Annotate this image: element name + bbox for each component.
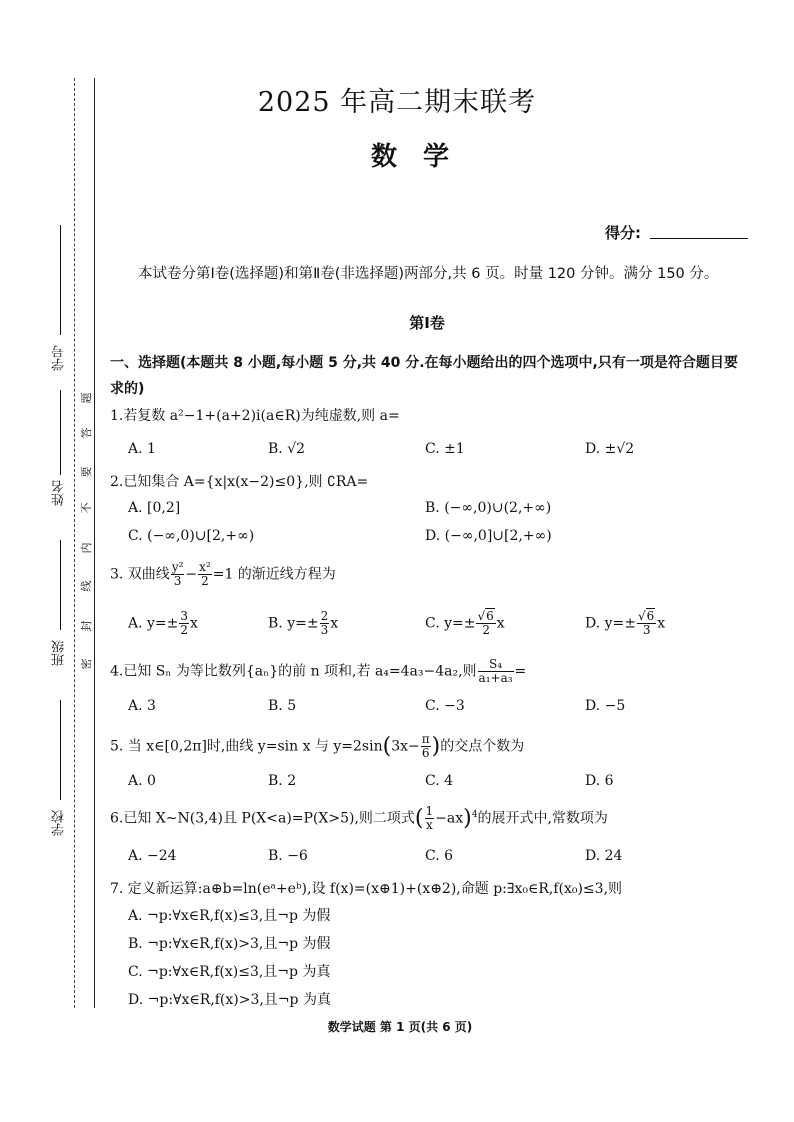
- q5-option-d: D. 6: [585, 773, 614, 789]
- q3-fraction-x: $\frac{\text{x²}}{2}$: [199, 560, 211, 588]
- label-school: 学校: [52, 810, 67, 836]
- q7-option-d: D. ¬p:∀x∈R,f(x)>3,且¬p 为真: [128, 992, 331, 1008]
- q4-option-c: C. −3: [425, 698, 465, 714]
- seal-char: 内: [80, 542, 93, 554]
- section-heading: 一、选择题(本题共 8 小题,每小题 5 分,共 40 分.在每小题给出的四个选项中,只有一项是符合题目要求的): [110, 355, 738, 397]
- score-label: 得分:: [605, 224, 641, 242]
- q1-option-a: A. 1: [128, 441, 156, 457]
- q2-option-b: B. (−∞,0)∪(2,+∞): [425, 500, 552, 516]
- q3-option-d: D. y=± $\frac{√6}{3}$ x: [585, 609, 666, 637]
- q5-option-a: A. 0: [128, 773, 156, 789]
- seal-char: 要: [80, 466, 93, 478]
- q2-option-d: D. (−∞,0]∪[2,+∞): [425, 528, 552, 544]
- q3-option-b: B. y=± $\frac{2}{3}$ x: [268, 609, 339, 637]
- question-5-stem: 5. 当 x∈[0,2π]时,曲线 y=sin x 与 y=2sin(3x− $\frac{\pi}{6}$ )的交点个数为: [110, 732, 525, 760]
- q4-option-b: B. 5: [268, 698, 297, 714]
- question-6-stem: 6.已知 X∼N(3,4)且 P(X<a)=P(X>5),则二项式( $\frac{1}{x}$ −ax)$^4$的展开式中,常数项为: [110, 804, 608, 832]
- class-blank: [60, 540, 62, 630]
- q7-option-a: A. ¬p:∀x∈R,f(x)≤3,且¬p 为假: [128, 908, 331, 924]
- question-7-stem: 7. 定义新运算:a⊕b=ln(eᵃ+eᵇ),设 f(x)=(x⊕1)+(x⊕2),命题 p:∃x₀∈R,f(x₀)≤3,则: [110, 881, 623, 897]
- q3-option-c: C. y=± $\frac{√6}{2}$ x: [425, 609, 505, 637]
- label-student-id: 学号: [52, 345, 67, 371]
- exam-intro: 本试卷分第Ⅰ卷(选择题)和第Ⅱ卷(非选择题)两部分,共 6 页。时量 120 分钟。满分 150 分。: [138, 266, 719, 282]
- seal-char: 答: [80, 427, 93, 439]
- q4-option-a: A. 3: [128, 698, 156, 714]
- q3-fraction-y: $\frac{\text{y²}}{3}$: [171, 560, 184, 588]
- q6-option-a: A. −24: [128, 848, 177, 864]
- q1-option-d: D. ±√2: [585, 441, 635, 457]
- q5-option-b: B. 2: [268, 773, 297, 789]
- label-class: 班级: [52, 640, 67, 666]
- label-name: 姓名: [52, 480, 67, 506]
- score-blank: [650, 238, 748, 239]
- q7-option-c: C. ¬p:∀x∈R,f(x)≤3,且¬p 为真: [128, 964, 331, 980]
- question-2-stem: 2.已知集合 A={x|x(x−2)≤0},则 ∁RA=: [110, 474, 369, 490]
- q7-option-b: B. ¬p:∀x∈R,f(x)>3,且¬p 为假: [128, 936, 331, 952]
- q5-option-c: C. 4: [425, 773, 454, 789]
- question-3-stem: 3. 双曲线 $\frac{\text{y²}}{3}$ − $\frac{\text{x²}}{2}$ =1 的渐近线方程为: [110, 560, 336, 588]
- subject-title: 数学: [370, 142, 475, 172]
- q3-stem-end: =1 的渐近线方程为: [212, 566, 336, 583]
- q2-option-c: C. (−∞,0)∪[2,+∞): [128, 528, 255, 544]
- q3-stem-start: 3. 双曲线: [110, 566, 170, 583]
- binding-line: [94, 78, 95, 1008]
- q1-option-c: C. ±1: [425, 441, 465, 457]
- seal-char: 密: [80, 658, 93, 670]
- name-blank: [60, 390, 62, 475]
- q2-option-a: A. [0,2]: [128, 500, 181, 516]
- question-4-stem: 4.已知 Sₙ 为等比数列{aₙ}的前 n 项和,若 a₄=4a₃−4a₂,则 $\frac{\text{S₄}}{\text{a₁+a₃}}$ =: [110, 657, 527, 685]
- q3-option-a: A. y=± $\frac{3}{2}$ x: [128, 609, 198, 637]
- page-footer: 数学试题 第 1 页(共 6 页): [327, 1020, 473, 1034]
- q6-option-c: C. 6: [425, 848, 454, 864]
- q4-option-d: D. −5: [585, 698, 626, 714]
- q1-option-b: B. √2: [268, 441, 306, 457]
- seal-char: 线: [80, 580, 93, 592]
- volume-title: 第Ⅰ卷: [409, 314, 445, 332]
- fold-line: [74, 78, 75, 1008]
- q6-option-b: B. −6: [268, 848, 308, 864]
- exam-title: 2025 年高二期末联考: [257, 87, 537, 118]
- seal-char: 题: [80, 392, 93, 404]
- school-blank: [60, 700, 62, 800]
- seal-char: 不: [80, 502, 93, 514]
- seal-char: 封: [80, 620, 93, 632]
- question-1-stem: 1.若复数 a²−1+(a+2)i(a∈R)为纯虚数,则 a=: [110, 408, 400, 424]
- q6-option-d: D. 24: [585, 848, 623, 864]
